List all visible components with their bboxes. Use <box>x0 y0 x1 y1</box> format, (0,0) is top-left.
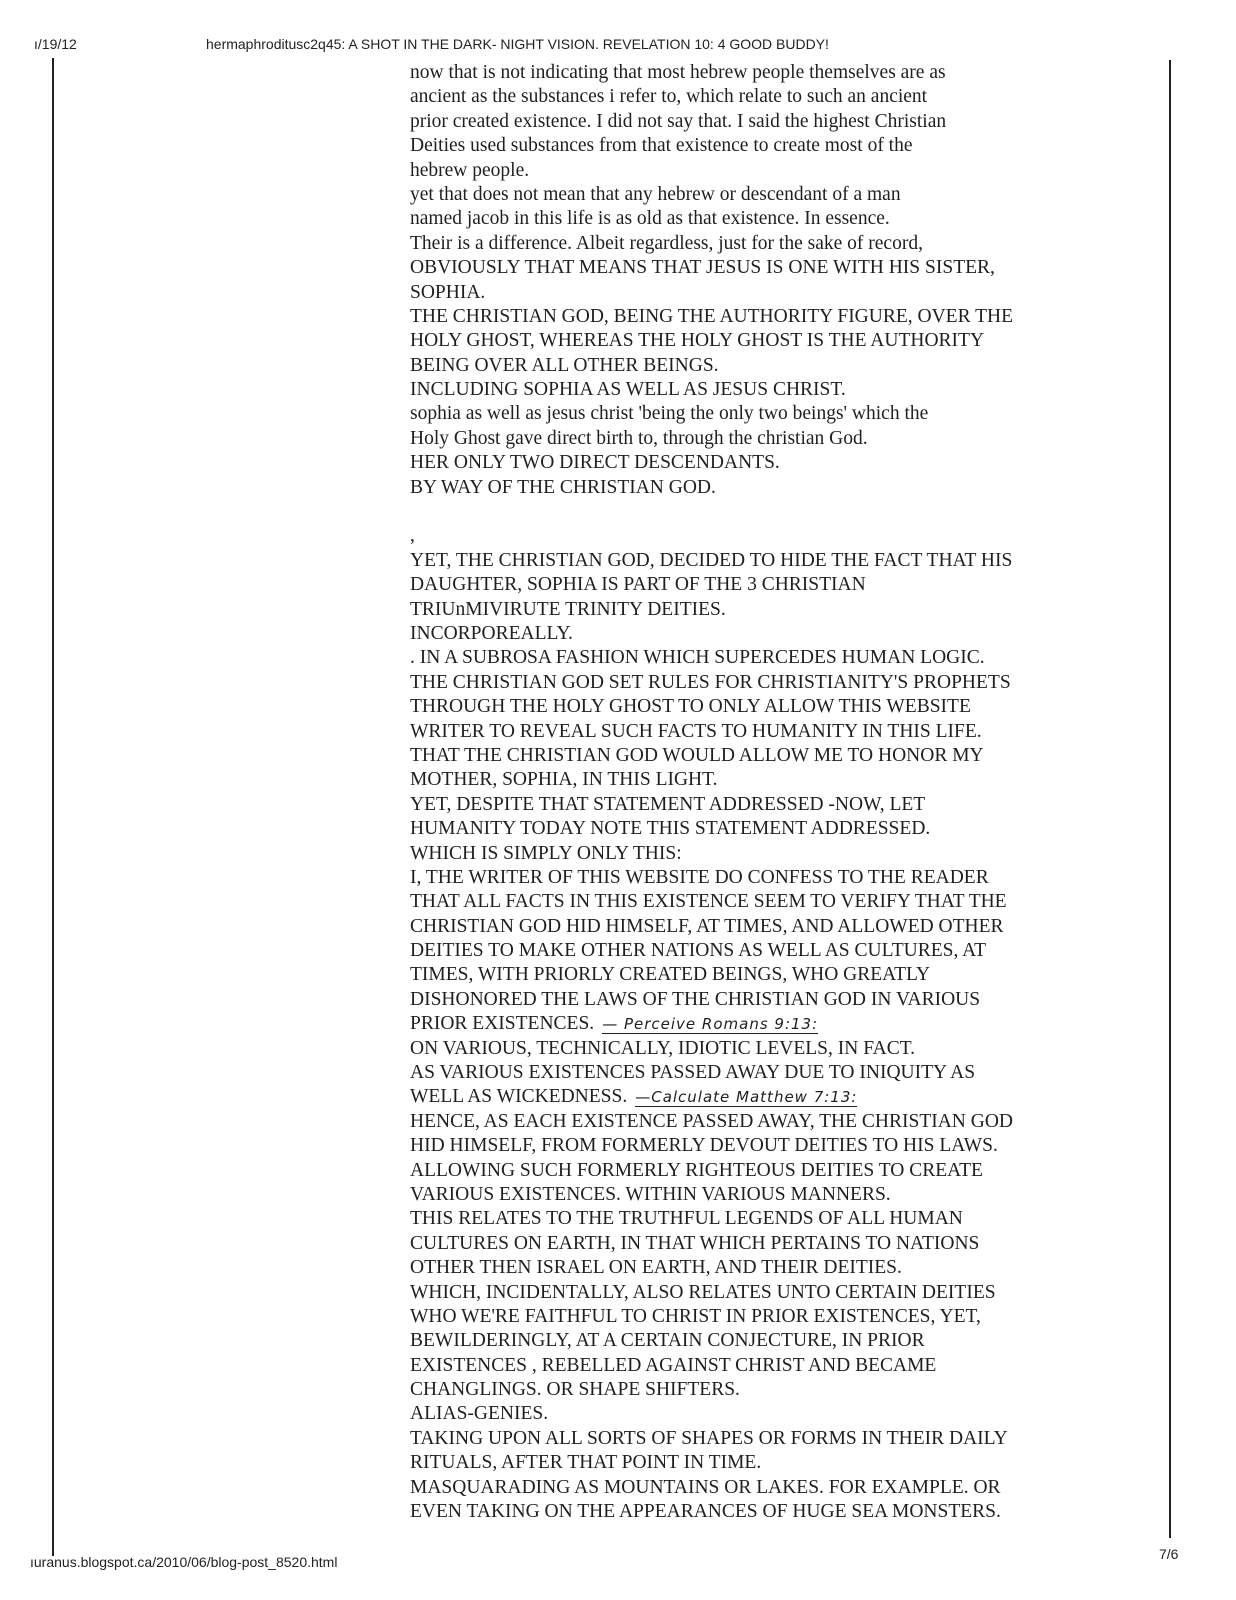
text-line: WHO WE'RE FAITHFUL TO CHRIST IN PRIOR EXISTENCES, YET, <box>410 1305 981 1327</box>
text-line: CHANGLINGS. OR SHAPE SHIFTERS. <box>410 1379 740 1401</box>
text-line: EVEN TAKING ON THE APPEARANCES OF HUGE SEA MONSTERS. <box>410 1501 1001 1523</box>
text-line: WHICH, INCIDENTALLY, ALSO RELATES UNTO CERTAIN DEITIES <box>410 1281 996 1303</box>
right-margin-rule <box>1169 60 1171 1538</box>
text-line: HUMANITY TODAY NOTE THIS STATEMENT ADDRESSED. <box>410 818 931 840</box>
text-line: BEING OVER ALL OTHER BEINGS. <box>410 354 719 376</box>
text-line: DEITIES TO MAKE OTHER NATIONS AS WELL AS CULTURES, AT <box>410 940 987 962</box>
text-line: BEWILDERINGLY, AT A CERTAIN CONJECTURE, IN PRIOR <box>410 1330 925 1352</box>
text-line: CHRISTIAN GOD HID HIMSELF, AT TIMES, AND ALLOWED OTHER <box>410 915 1004 937</box>
text-line: PRIOR EXISTENCES. — Perceive Romans 9:13: <box>410 1013 819 1035</box>
text-line: WRITER TO REVEAL SUCH FACTS TO HUMANITY IN THIS LIFE. <box>410 720 982 742</box>
text-line: DAUGHTER, SOPHIA IS PART OF THE 3 CHRISTIAN <box>410 574 866 596</box>
post-body <box>410 61 1110 1524</box>
text-line: SOPHIA. <box>410 281 486 303</box>
text-line: YET, DESPITE THAT STATEMENT ADDRESSED -NOW, LET <box>410 793 926 815</box>
text-line: THIS RELATES TO THE TRUTHFUL LEGENDS OF ALL HUMAN <box>410 1208 963 1230</box>
text-line: HER ONLY TWO DIRECT DESCENDANTS. <box>410 452 780 474</box>
text-line: BY WAY OF THE CHRISTIAN GOD. <box>410 476 716 498</box>
text-line: HID HIMSELF, FROM FORMERLY DEVOUT DEITIES TO HIS LAWS. <box>410 1135 998 1157</box>
text-line: VARIOUS EXISTENCES. WITHIN VARIOUS MANNERS. <box>410 1183 891 1205</box>
handwritten-note-romans: — Perceive Romans 9:13: <box>602 1015 819 1034</box>
page-number: 7/6 <box>1159 1546 1179 1562</box>
text-line: INCLUDING SOPHIA AS WELL AS JESUS CHRIST. <box>410 379 846 401</box>
text-line: . IN A SUBROSA FASHION WHICH SUPERCEDES HUMAN LOGIC. <box>410 647 985 669</box>
text-line: TRIUnMIVIRUTE TRINITY DEITIES. <box>410 598 726 620</box>
text-line: THROUGH THE HOLY GHOST TO ONLY ALLOW THIS WEBSITE <box>410 696 971 718</box>
text-line: ancient as the substances i refer to, which relate to such an ancient <box>410 86 928 108</box>
text-line: TAKING UPON ALL SORTS OF SHAPES OR FORMS IN THEIR DAILY <box>410 1427 1008 1449</box>
text-line: sophia as well as jesus christ 'being the only two beings' which the <box>410 403 929 425</box>
text-line: OBVIOUSLY THAT MEANS THAT JESUS IS ONE WITH HIS SISTER, <box>410 257 995 279</box>
text-line: MOTHER, SOPHIA, IN THIS LIGHT. <box>410 769 718 791</box>
text-line: HENCE, AS EACH EXISTENCE PASSED AWAY, THE CHRISTIAN GOD <box>410 1110 1014 1132</box>
text-line <box>410 500 1110 524</box>
text-line: yet that does not mean that any hebrew or descendant of a man <box>410 183 901 205</box>
text-line: TIMES, WITH PRIORLY CREATED BEINGS, WHO GREATLY <box>410 964 931 986</box>
text-line: EXISTENCES , REBELLED AGAINST CHRIST AND BECAME <box>410 1354 937 1376</box>
text-line: , <box>410 525 415 547</box>
footer-url: ıuranus.blogspot.ca/2010/06/blog-post_8520.html <box>30 1554 338 1570</box>
text-line: YET, THE CHRISTIAN GOD, DECIDED TO HIDE THE FACT THAT HIS <box>410 549 1013 571</box>
text-line: ALLOWING SUCH FORMERLY RIGHTEOUS DEITIES TO CREATE <box>410 1159 983 1181</box>
text-line: OTHER THEN ISRAEL ON EARTH, AND THEIR DEITIES. <box>410 1257 902 1279</box>
text-line: now that is not indicating that most hebrew people themselves are as <box>410 62 946 83</box>
print-date: ı/19/12 <box>34 36 77 52</box>
handwritten-note-matthew: —Calculate Matthew 7:13: <box>635 1088 858 1107</box>
page-title: hermaphroditusc2q45: A SHOT IN THE DARK- NIGHT VISION. REVELATION 10: 4 GOOD BUDDY! <box>206 36 829 52</box>
text-line: WHICH IS SIMPLY ONLY THIS: <box>410 842 682 864</box>
text-line: WELL AS WICKEDNESS. —Calculate Matthew 7:13: <box>410 1086 858 1108</box>
text-line: HOLY GHOST, WHEREAS THE HOLY GHOST IS THE AUTHORITY <box>410 330 985 352</box>
text-line: hebrew people. <box>410 159 530 181</box>
text-line: I, THE WRITER OF THIS WEBSITE DO CONFESS TO THE READER <box>410 866 989 888</box>
text-line: THE CHRISTIAN GOD, BEING THE AUTHORITY FIGURE, OVER THE <box>410 305 1014 327</box>
text-line: THAT THE CHRISTIAN GOD WOULD ALLOW ME TO HONOR MY <box>410 744 984 766</box>
text-line: DISHONORED THE LAWS OF THE CHRISTIAN GOD IN VARIOUS <box>410 988 981 1010</box>
text-line: RITUALS, AFTER THAT POINT IN TIME. <box>410 1452 762 1474</box>
text-line: prior created existence. I did not say that. I said the highest Christian <box>410 110 947 132</box>
text-line: AS VARIOUS EXISTENCES PASSED AWAY DUE TO INIQUITY AS <box>410 1062 976 1084</box>
left-margin-rule <box>52 58 54 1556</box>
text-line: MASQUARADING AS MOUNTAINS OR LAKES. FOR EXAMPLE. OR <box>410 1476 1001 1498</box>
text-line: CULTURES ON EARTH, IN THAT WHICH PERTAINS TO NATIONS <box>410 1232 980 1254</box>
text-line: Deities used substances from that existence to create most of the <box>410 135 913 157</box>
text-line: ALIAS-GENIES. <box>410 1403 549 1425</box>
text-line: ON VARIOUS, TECHNICALLY, IDIOTIC LEVELS, IN FACT. <box>410 1037 916 1059</box>
text-line: Their is a difference. Albeit regardless, just for the sake of record, <box>410 232 923 254</box>
text-line: named jacob in this life is as old as that existence. In essence. <box>410 208 890 230</box>
text-line: INCORPOREALLY. <box>410 622 573 644</box>
text-line: THAT ALL FACTS IN THIS EXISTENCE SEEM TO VERIFY THAT THE <box>410 891 1007 913</box>
text-line: Holy Ghost gave direct birth to, through the christian God. <box>410 427 868 449</box>
text-line: THE CHRISTIAN GOD SET RULES FOR CHRISTIANITY'S PROPHETS <box>410 671 1011 693</box>
